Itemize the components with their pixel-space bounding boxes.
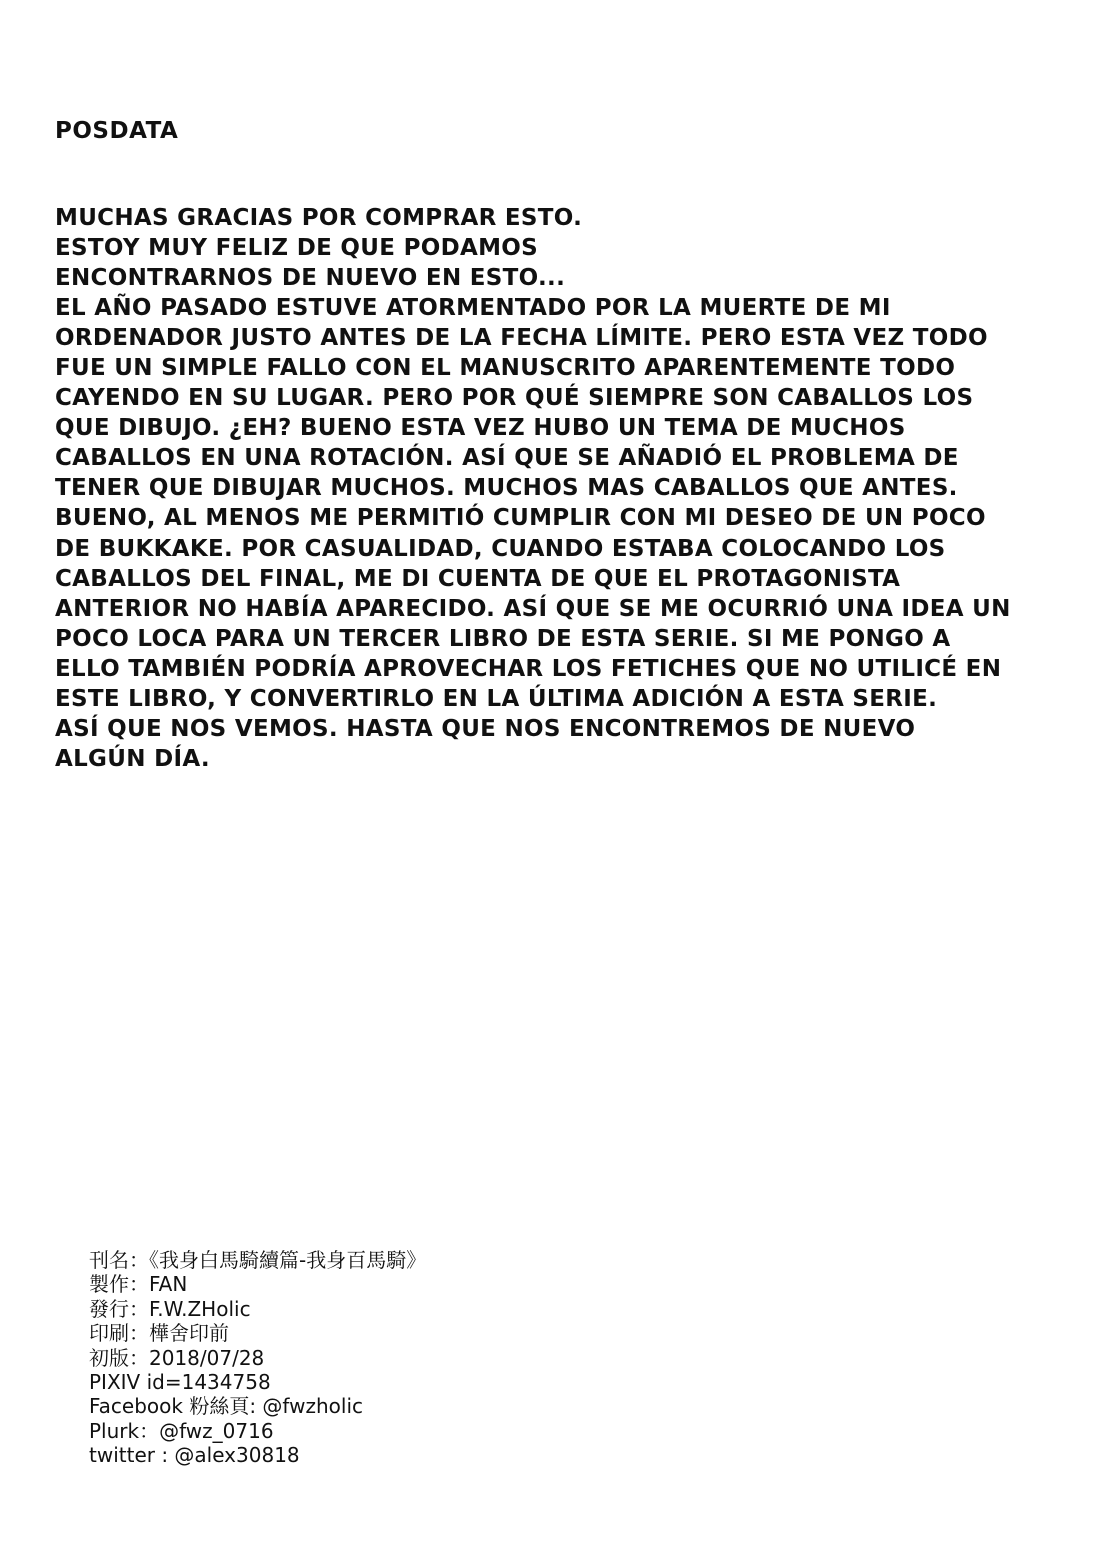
colophon-facebook: Facebook 粉絲頁: @fwzholic (89, 1394, 363, 1419)
body-line: MUCHAS GRACIAS POR COMPRAR ESTO. (55, 205, 583, 231)
body-line: FUE UN SIMPLE FALLO CON EL MANUSCRITO APARENTEMENTE TODO (55, 355, 956, 382)
afterword-body (55, 203, 1055, 774)
body-line: TENER QUE DIBUJAR MUCHOS. MUCHOS MAS CABALLOS QUE ANTES. (55, 475, 958, 502)
colophon (89, 1248, 426, 1468)
body-line: ANTERIOR NO HABÍA APARECIDO. ASÍ QUE SE ME OCURRIÓ UNA IDEA UN (55, 595, 1011, 622)
body-line: ESTOY MUY FELIZ DE QUE PODAMOS (55, 235, 538, 262)
colophon-twitter: twitter : @alex30818 (89, 1443, 300, 1468)
body-line: ENCONTRARNOS DE NUEVO EN ESTO... (55, 265, 566, 292)
colophon-plurk: Plurk：@fwz_0716 (89, 1418, 274, 1443)
body-line: ESTE LIBRO, Y CONVERTIRLO EN LA ÚLTIMA ADICIÓN A ESTA SERIE. (55, 685, 938, 712)
colophon-printer: 印刷：樺舍印前 (89, 1321, 229, 1346)
body-line: POCO LOCA PARA UN TERCER LIBRO DE ESTA SERIE. SI ME PONGO A (55, 625, 951, 652)
body-line: CABALLOS DEL FINAL, ME DI CUENTA DE QUE EL PROTAGONISTA (55, 565, 901, 592)
body-line: ELLO TAMBIÉN PODRÍA APROVECHAR LOS FETICHES QUE NO UTILICÉ EN (55, 655, 1002, 682)
body-line: EL AÑO PASADO ESTUVE ATORMENTADO POR LA MUERTE DE MI (55, 295, 891, 322)
colophon-producer: 製作：FAN (89, 1272, 188, 1297)
body-line: ALGÚN DÍA. (55, 745, 210, 772)
body-line: CABALLOS EN UNA ROTACIÓN. ASÍ QUE SE AÑADIÓ EL PROBLEMA DE (55, 445, 959, 472)
colophon-title: 刊名：《我身白馬騎續篇-我身百馬騎》 (89, 1248, 427, 1272)
body-line: ASÍ QUE NOS VEMOS. HASTA QUE NOS ENCONTREMOS DE NUEVO (55, 715, 916, 742)
body-line: CAYENDO EN SU LUGAR. PERO POR QUÉ SIEMPRE SON CABALLOS LOS (55, 385, 974, 412)
colophon-pixiv: PIXIV id=1434758 (89, 1370, 271, 1395)
body-line: ORDENADOR JUSTO ANTES DE LA FECHA LÍMITE. PERO ESTA VEZ TODO (55, 325, 988, 352)
body-line: DE BUKKAKE. POR CASUALIDAD, CUANDO ESTABA COLOCANDO LOS (55, 535, 946, 562)
body-line: QUE DIBUJO. ¿EH? BUENO ESTA VEZ HUBO UN TEMA DE MUCHOS (55, 415, 906, 442)
page-heading: POSDATA (55, 118, 179, 144)
body-line: BUENO, AL MENOS ME PERMITIÓ CUMPLIR CON MI DESEO DE UN POCO (55, 505, 986, 532)
colophon-publisher: 發行：F.W.ZHolic (89, 1296, 251, 1321)
colophon-first-edition: 初版：2018/07/28 (89, 1345, 265, 1370)
